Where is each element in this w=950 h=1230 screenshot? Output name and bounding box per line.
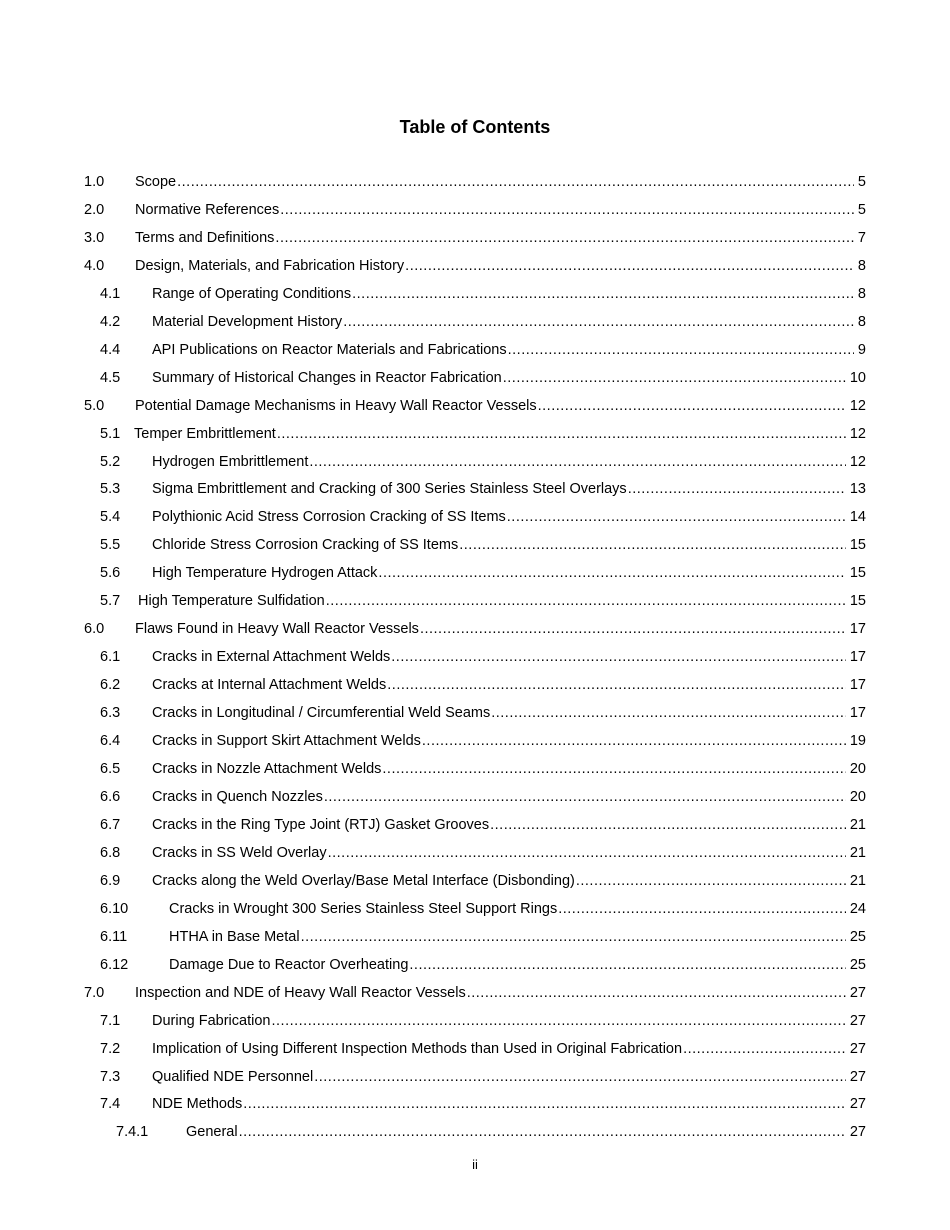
- toc-entry-title: HTHA in Base Metal: [169, 928, 300, 945]
- toc-entry-title: Scope: [135, 174, 177, 190]
- toc-entry-number: 4.2: [100, 313, 121, 330]
- toc-entry[interactable]: [0, 898, 950, 926]
- dot-leader: [507, 506, 846, 528]
- dot-leader: [576, 870, 846, 892]
- toc-entry-title: High Temperature Hydrogen Attack: [152, 565, 378, 582]
- toc-entry[interactable]: [0, 199, 950, 227]
- toc-entry-line: [135, 199, 866, 221]
- toc-entry-title: Cracks in SS Weld Overlay: [152, 844, 327, 861]
- toc-entry-number: 6.3: [100, 705, 121, 722]
- toc-entry-number: 7.4.1: [116, 1124, 149, 1141]
- toc-entry-line: [186, 1121, 866, 1143]
- toc-entry-number: 5.0: [84, 397, 105, 414]
- toc-entry-line: [152, 451, 866, 473]
- toc-entry-line: [152, 1066, 866, 1088]
- toc-entry-page: 19: [849, 733, 866, 750]
- toc-entry-title: Cracks at Internal Attachment Welds: [152, 677, 387, 694]
- dot-leader: [326, 590, 846, 612]
- toc-entry-line: [152, 283, 866, 305]
- toc-entry-title: Temper Embrittlement: [134, 425, 276, 442]
- toc-entry-number: 3.0: [84, 229, 105, 246]
- toc-entry-line: [135, 982, 866, 1004]
- toc-entry-page: 15: [849, 537, 866, 554]
- toc-entry[interactable]: [0, 1010, 950, 1038]
- toc-entry-page: 27: [849, 1096, 866, 1113]
- dot-leader: [538, 395, 846, 417]
- toc-entry-page: 17: [849, 705, 866, 722]
- dot-leader: [683, 1038, 846, 1060]
- toc-entry-number: 2.0: [84, 201, 105, 218]
- toc-entry-page: 5: [857, 201, 866, 218]
- toc-entry-number: 7.3: [100, 1068, 121, 1085]
- toc-entry-page: 12: [849, 425, 866, 442]
- toc-entry-number: 6.12: [100, 956, 129, 973]
- toc-entry-line: [152, 1093, 866, 1115]
- toc-entry-page: 9: [857, 341, 866, 358]
- toc-entry[interactable]: [0, 506, 950, 534]
- toc-entry-page: 12: [849, 453, 866, 470]
- toc-entry[interactable]: [0, 339, 950, 367]
- toc-entry-number: 5.1: [100, 425, 121, 442]
- dot-leader: [301, 926, 846, 948]
- toc-entry-number: 6.8: [100, 844, 121, 861]
- toc-entry-page: 27: [849, 984, 866, 1001]
- dot-leader: [467, 982, 846, 1004]
- dot-leader: [490, 814, 846, 836]
- toc-entry-title: Cracks in Longitudinal / Circumferential Weld Seams: [152, 705, 491, 722]
- toc-entry-title: Terms and Definitions: [135, 229, 275, 246]
- toc-entry-page: 8: [857, 285, 866, 302]
- toc-entry-page: 13: [849, 481, 866, 498]
- dot-leader: [271, 1010, 845, 1032]
- toc-entry-title: Material Development History: [152, 313, 343, 330]
- dot-leader: [628, 478, 846, 500]
- toc-entry-title: Cracks in Wrought 300 Series Stainless Steel Support Rings: [169, 900, 558, 917]
- toc-entry[interactable]: [0, 423, 950, 451]
- toc-entry[interactable]: [0, 954, 950, 982]
- toc-entry-title: Cracks in the Ring Type Joint (RTJ) Gasket Grooves: [152, 816, 490, 833]
- toc-entry-number: 6.4: [100, 733, 121, 750]
- toc-entry-page: 17: [849, 677, 866, 694]
- toc-entry-line: [135, 171, 866, 193]
- toc-entry-title: Design, Materials, and Fabrication History: [135, 257, 405, 274]
- toc-entry-page: 25: [849, 928, 866, 945]
- dot-leader: [459, 534, 846, 556]
- toc-entry-number: 7.4: [100, 1096, 121, 1113]
- toc-entry-line: [169, 898, 866, 920]
- dot-leader: [280, 199, 854, 221]
- toc-entry[interactable]: [0, 870, 950, 898]
- toc-entry-line: [135, 395, 866, 417]
- toc-entry-page: 20: [849, 761, 866, 778]
- toc-entry-line: [152, 674, 866, 696]
- toc-entry-page: 25: [849, 956, 866, 973]
- toc-entry-number: 6.10: [100, 900, 129, 917]
- toc-entry-number: 6.1: [100, 649, 121, 666]
- toc-entry-title: During Fabrication: [152, 1012, 271, 1029]
- toc-entry-page: 20: [849, 788, 866, 805]
- page-title: Table of Contents: [399, 117, 551, 137]
- toc-entry-line: [152, 730, 866, 752]
- dot-leader: [239, 1121, 846, 1143]
- toc-entry-number: 7.0: [84, 984, 105, 1001]
- toc-entry-line: [169, 954, 866, 976]
- toc-entry-title: High Temperature Sulfidation: [138, 593, 325, 610]
- toc-entry[interactable]: [0, 311, 950, 339]
- toc-entry-title: Cracks in External Attachment Welds: [152, 649, 391, 666]
- toc-entry[interactable]: [0, 842, 950, 870]
- toc-entry-number: 1.0: [84, 174, 105, 190]
- toc-entry-line: [152, 534, 866, 556]
- toc-entry-number: 6.5: [100, 761, 121, 778]
- toc-entry-line: [152, 1038, 866, 1060]
- toc-entry[interactable]: [0, 534, 950, 562]
- toc-entry[interactable]: [0, 814, 950, 842]
- toc-entry-number: 5.6: [100, 565, 121, 582]
- toc-entry-number: 4.0: [84, 257, 105, 274]
- toc-entry-line: [152, 1010, 866, 1032]
- dot-leader: [177, 171, 854, 193]
- toc-entry-line: [152, 367, 866, 389]
- dot-leader: [391, 646, 846, 668]
- dot-leader: [409, 954, 845, 976]
- page-number: ii: [472, 1157, 478, 1172]
- dot-leader: [508, 339, 854, 361]
- toc-entry-page: 27: [849, 1012, 866, 1029]
- toc-entry[interactable]: [0, 227, 950, 255]
- toc-entry[interactable]: [0, 367, 950, 395]
- dot-leader: [352, 283, 854, 305]
- dot-leader: [387, 674, 846, 696]
- toc-entry[interactable]: [0, 926, 950, 954]
- toc-entry-title: Range of Operating Conditions: [152, 285, 352, 302]
- dot-leader: [491, 702, 846, 724]
- toc-entry[interactable]: [0, 255, 950, 283]
- toc-entry-title: Summary of Historical Changes in Reactor Fabrication: [152, 369, 502, 386]
- toc-entry-title: Implication of Using Different Inspection Methods than Used in Original Fabrication: [152, 1040, 683, 1057]
- toc-entry-number: 6.2: [100, 677, 121, 694]
- toc-entry[interactable]: [0, 674, 950, 702]
- toc-entry[interactable]: [0, 982, 950, 1010]
- toc-entry-number: 5.7: [100, 593, 121, 610]
- toc-entry-line: [152, 562, 866, 584]
- toc-entry-number: 5.3: [100, 481, 121, 498]
- dot-leader: [328, 842, 846, 864]
- toc-entry-title: Cracks in Quench Nozzles: [152, 788, 323, 805]
- dot-leader: [558, 898, 846, 920]
- toc-entry[interactable]: [0, 1093, 950, 1121]
- toc-entry-line: [152, 311, 866, 333]
- toc-entry-line: [135, 227, 866, 249]
- toc-entry-page: 24: [849, 900, 866, 917]
- toc-entry-page: 10: [849, 369, 866, 386]
- toc-entry-title: Qualified NDE Personnel: [152, 1068, 314, 1085]
- toc-list: [0, 171, 950, 1149]
- dot-leader: [275, 227, 854, 249]
- toc-entry-title: Inspection and NDE of Heavy Wall Reactor Vessels: [135, 984, 466, 1001]
- toc-entry-page: 15: [849, 565, 866, 582]
- toc-entry-line: [138, 590, 866, 612]
- toc-entry[interactable]: [0, 758, 950, 786]
- dot-leader: [405, 255, 854, 277]
- toc-entry-line: [152, 339, 866, 361]
- toc-entry-page: 5: [857, 174, 866, 190]
- toc-entry-number: 5.4: [100, 509, 121, 526]
- toc-entry-title: API Publications on Reactor Materials and Fabrications: [152, 341, 507, 358]
- toc-entry-line: [134, 423, 866, 445]
- toc-entry-number: 5.2: [100, 453, 121, 470]
- toc-entry-title: Damage Due to Reactor Overheating: [169, 956, 409, 973]
- toc-entry-page: 17: [849, 649, 866, 666]
- toc-entry[interactable]: [0, 618, 950, 646]
- toc-entry-line: [152, 506, 866, 528]
- toc-entry-page: 21: [849, 816, 866, 833]
- toc-entry[interactable]: [0, 478, 950, 506]
- toc-entry-number: 6.7: [100, 816, 121, 833]
- toc-entry-number: 6.6: [100, 788, 121, 805]
- toc-entry[interactable]: [0, 171, 950, 199]
- toc-entry[interactable]: [0, 646, 950, 674]
- toc-entry-number: 7.1: [100, 1012, 121, 1029]
- dot-leader: [422, 730, 846, 752]
- toc-entry-line: [152, 870, 866, 892]
- toc-entry-page: 21: [849, 872, 866, 889]
- toc-entry-title: Potential Damage Mechanisms in Heavy Wall Reactor Vessels: [135, 397, 537, 414]
- toc-entry[interactable]: [0, 395, 950, 423]
- toc-entry-page: 27: [849, 1068, 866, 1085]
- toc-entry-number: 4.5: [100, 369, 121, 386]
- toc-entry[interactable]: [0, 1038, 950, 1066]
- toc-entry-page: 15: [849, 593, 866, 610]
- toc-entry-title: Cracks in Nozzle Attachment Welds: [152, 761, 382, 778]
- toc-entry-title: Flaws Found in Heavy Wall Reactor Vessels: [135, 621, 419, 638]
- toc-entry-page: 12: [849, 397, 866, 414]
- toc-entry-number: 6.9: [100, 872, 121, 889]
- toc-entry[interactable]: [0, 562, 950, 590]
- toc-entry-page: 8: [857, 313, 866, 330]
- toc-entry-title: Sigma Embrittlement and Cracking of 300 Series Stainless Steel Overlays: [152, 481, 627, 498]
- toc-entry-page: 21: [849, 844, 866, 861]
- toc-entry-number: 4.4: [100, 341, 121, 358]
- toc-entry-line: [152, 786, 866, 808]
- toc-entry-title: Polythionic Acid Stress Corrosion Cracking of SS Items: [152, 509, 506, 526]
- toc-entry[interactable]: [0, 1066, 950, 1094]
- toc-entry-title: Cracks along the Weld Overlay/Base Metal Interface (Disbonding): [152, 872, 575, 889]
- toc-entry-line: [152, 646, 866, 668]
- toc-entry-number: 4.1: [100, 285, 121, 302]
- toc-entry[interactable]: [0, 590, 950, 618]
- toc-entry-page: 27: [849, 1124, 866, 1141]
- toc-entry-number: 6.0: [84, 621, 105, 638]
- toc-entry-line: [152, 814, 866, 836]
- toc-entry-title: Hydrogen Embrittlement: [152, 453, 309, 470]
- dot-leader: [343, 311, 854, 333]
- toc-entry-page: 27: [849, 1040, 866, 1057]
- toc-entry-line: [135, 618, 866, 640]
- toc-entry[interactable]: [0, 283, 950, 311]
- toc-entry[interactable]: [0, 730, 950, 758]
- dot-leader: [420, 618, 846, 640]
- toc-entry-title: NDE Methods: [152, 1096, 243, 1113]
- toc-entry-page: 7: [857, 229, 866, 246]
- dot-leader: [503, 367, 846, 389]
- toc-entry-number: 7.2: [100, 1040, 121, 1057]
- toc-entry-line: [135, 255, 866, 277]
- toc-entry-page: 14: [849, 509, 866, 526]
- toc-entry[interactable]: [0, 702, 950, 730]
- toc-entry[interactable]: [0, 451, 950, 479]
- toc-entry-title: Chloride Stress Corrosion Cracking of SS Items: [152, 537, 459, 554]
- toc-entry-number: 5.5: [100, 537, 121, 554]
- toc-entry[interactable]: [0, 1121, 950, 1149]
- toc-entry-title: Normative References: [135, 201, 280, 218]
- dot-leader: [277, 423, 846, 445]
- toc-entry-number: 6.11: [100, 928, 128, 945]
- toc-entry[interactable]: [0, 786, 950, 814]
- toc-entry-title: Cracks in Support Skirt Attachment Welds: [152, 733, 421, 750]
- toc-entry-page: 8: [857, 257, 866, 274]
- toc-entry-line: [152, 702, 866, 724]
- toc-entry-title: General: [186, 1124, 238, 1141]
- toc-entry-line: [152, 758, 866, 780]
- toc-entry-page: 17: [849, 621, 866, 638]
- dot-leader: [324, 786, 846, 808]
- dot-leader: [378, 562, 845, 584]
- toc-entry-line: [169, 926, 866, 948]
- dot-leader: [243, 1093, 846, 1115]
- toc-entry-line: [152, 478, 866, 500]
- dot-leader: [382, 758, 845, 780]
- dot-leader: [314, 1066, 846, 1088]
- dot-leader: [309, 451, 846, 473]
- toc-entry-line: [152, 842, 866, 864]
